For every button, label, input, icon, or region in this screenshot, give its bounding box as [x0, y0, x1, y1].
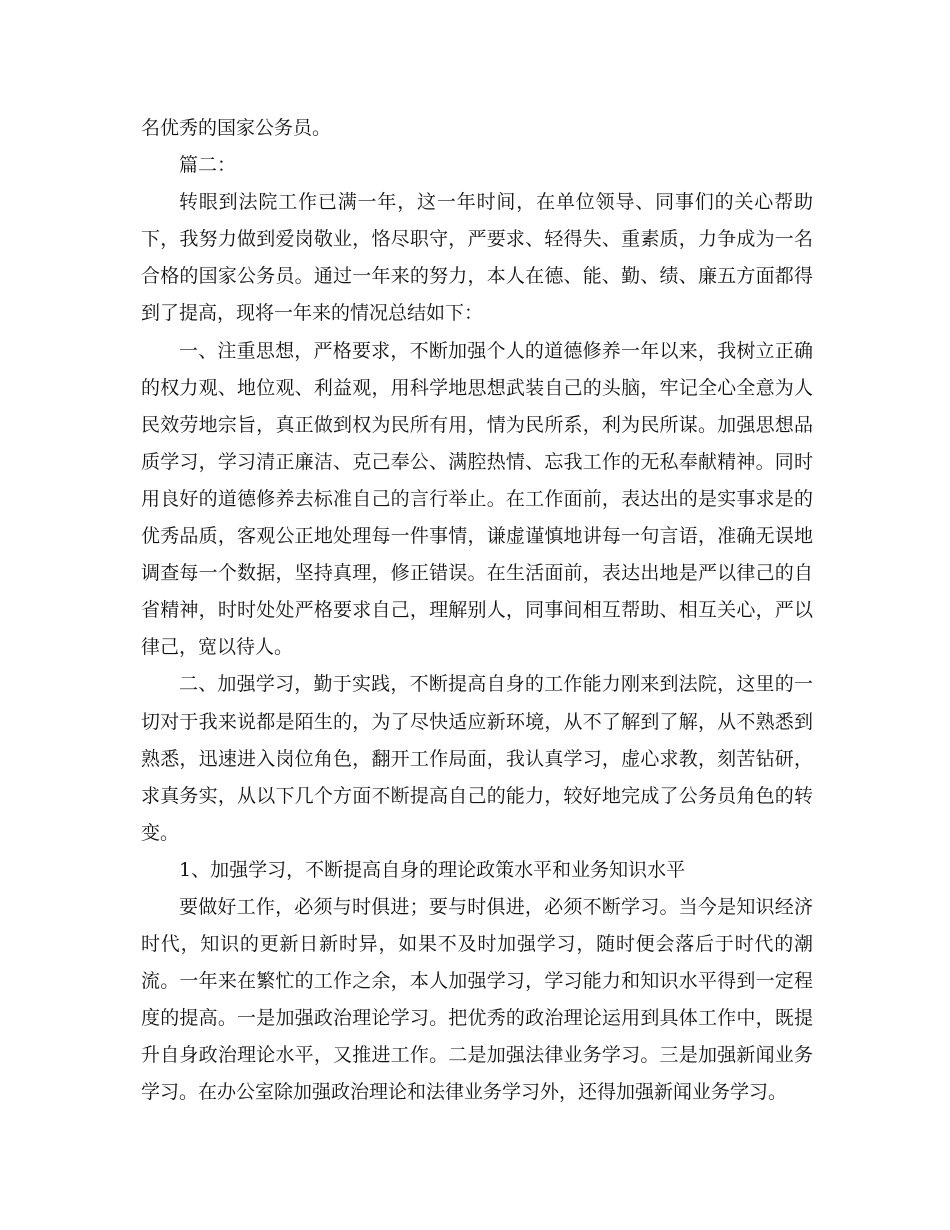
paragraph-continuation: 名优秀的国家公务员。 [141, 117, 332, 139]
subheading-study: 1、加强学习，不断提高自身的理论政策水平和业务知识水平 [179, 858, 686, 881]
paragraph-study: 要做好工作，必须与时俱进；要与时俱进，必须不断学习。当今是知识经济时代，知识的更新日新时异，如果不及时加强学习，随时便会落后于时代的潮流。一年来在繁忙的工作之余，本人加强学习，学习能力和知识水平得到一定程度的提高。一是加强政治理论学习。把优秀的政治理论运用到具体工作中，既提升自身政治理论水平，又推进工作。二是加强法律业务学习。三是加强新闻业务学习。在办公室除加强政治理论和法律业务学习外，还得加强新闻业务学习。 [141, 895, 813, 1104]
paragraph-intro: 转眼到法院工作已满一年，这一年时间，在单位领导、同事们的关心帮助下，我努力做到爱岗敬业，恪尽职守，严要求、轻得失、重素质，力争成为一名合格的国家公务员。通过一年来的努力，本人在德、能、勤、绩、廉五方面都得到了提高，现将一年来的情况总结如下： [141, 191, 813, 325]
paragraph-point-one: 一、注重思想，严格要求，不断加强个人的道德修养一年以来，我树立正确的权力观、地位观、利益观，用科学地思想武装自己的头脑，牢记全心全意为人民效劳地宗旨，真正做到权为民所有用，情为民所系，利为民所谋。加强思想品质学习，学习清正廉洁、克己奉公、满腔热情、忘我工作的无私奉献精神。同时用良好的道德修养去标准自己的言行举止。在工作面前，表达出的是实事求是的优秀品质，客观公正地处理每一件事情，谦虚谨慎地讲每一句言语，准确无误地调查每一个数据，坚持真理，修正错误。在生活面前，表达出地是严以律己的自省精神，时时处处严格要求自己，理解别人，同事间相互帮助、相互关心，严以律己，宽以待人。 [141, 339, 813, 659]
section-heading: 篇二： [179, 154, 237, 177]
document-body [141, 110, 813, 1112]
paragraph-point-two: 二、加强学习，勤于实践，不断提高自身的工作能力刚来到法院，这里的一切对于我来说都是陌生的，为了尽快适应新环境，从不了解到了解，从不熟悉到熟悉，迅速进入岗位角色，翻开工作局面，我认真学习，虚心求教，刻苦钻研，求真务实，从以下几个方面不断提高自己的能力，较好地完成了公务员角色的转变。 [141, 673, 813, 844]
